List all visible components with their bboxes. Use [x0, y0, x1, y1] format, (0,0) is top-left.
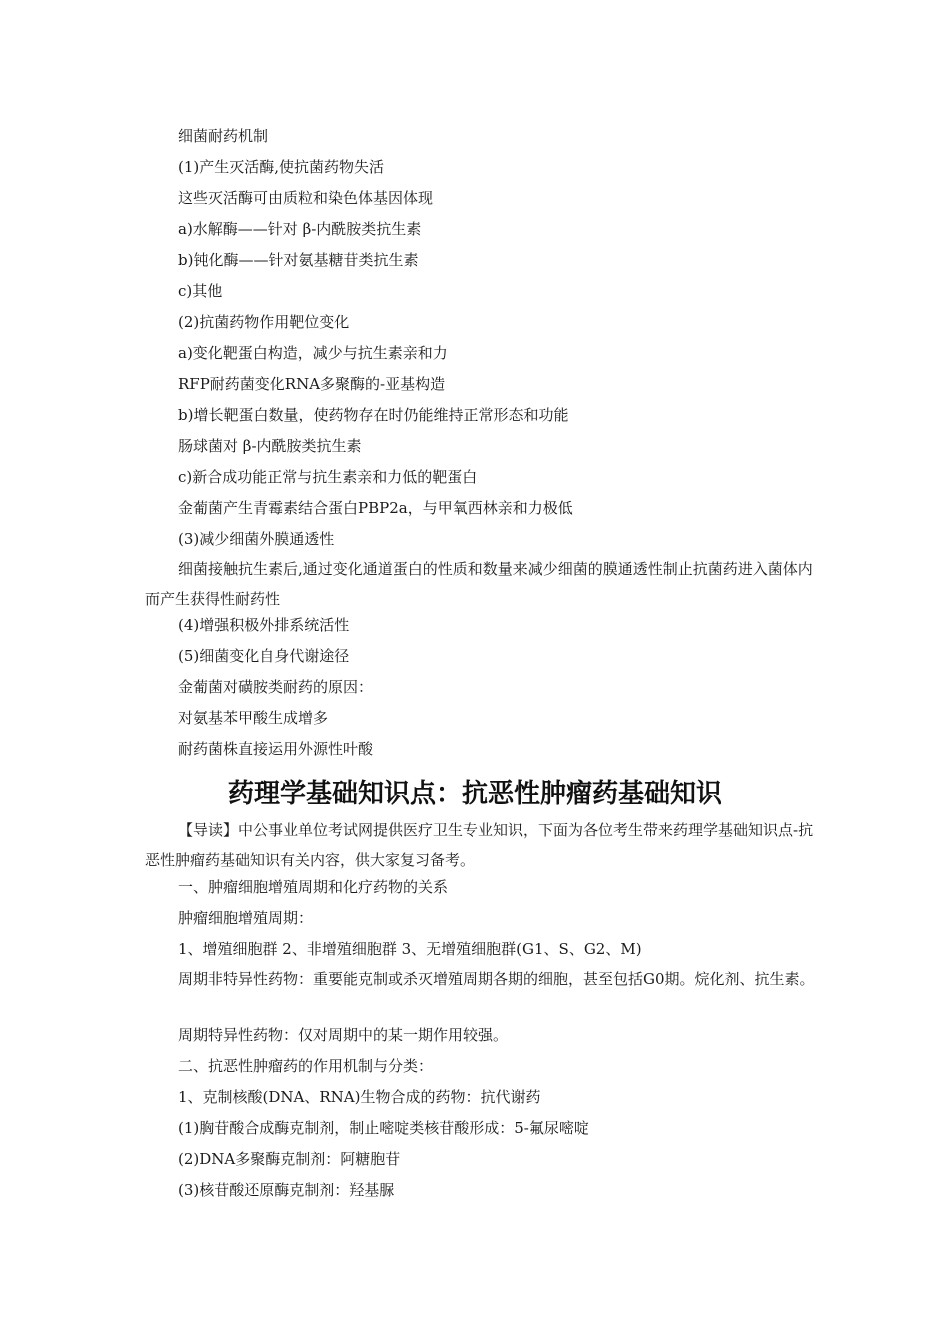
paragraph-wrapped: 细菌接触抗生素后,通过变化通道蛋白的性质和数量来减少细菌的膜通透性制止抗菌药进入菌体内而产生获得性耐药性 [145, 560, 813, 608]
text-line: (3)减少细菌外膜通透性 [178, 530, 335, 548]
text-line: (1)胸苷酸合成酶克制剂，制止嘧啶类核苷酸形成：5-氟尿嘧啶 [178, 1119, 589, 1137]
text-line: 肠球菌对 β-内酰胺类抗生素 [178, 437, 362, 455]
text-line: c)新合成功能正常与抗生素亲和力低的靶蛋白 [178, 468, 478, 486]
text-line: (2)DNA多聚酶克制剂：阿糖胞苷 [178, 1150, 401, 1168]
article-title: 药理学基础知识点：抗恶性肿瘤药基础知识 [227, 779, 722, 809]
text-line: c)其他 [178, 282, 223, 300]
text-line: 周期特异性药物：仅对周期中的某一期作用较强。 [178, 1026, 509, 1044]
text-line: RFP耐药菌变化RNA多聚酶的-亚基构造 [178, 375, 446, 393]
text-line: 金葡菌产生青霉素结合蛋白PBP2a，与甲氧西林亲和力极低 [178, 499, 573, 517]
text-line: 对氨基苯甲酸生成增多 [178, 709, 329, 727]
text-line: (3)核苷酸还原酶克制剂：羟基脲 [178, 1181, 395, 1199]
text-line: b)增长靶蛋白数量，使药物存在时仍能维持正常形态和功能 [178, 406, 569, 424]
text-line: 二、抗恶性肿瘤药的作用机制与分类： [178, 1057, 434, 1075]
text-line: 肿瘤细胞增殖周期： [178, 909, 314, 927]
text-line: 这些灭活酶可由质粒和染色体基因体现 [178, 189, 434, 207]
text-line: 金葡菌对磺胺类耐药的原因： [178, 678, 374, 696]
paragraph-wrapped: 周期非特异性药物：重要能克制或杀灭增殖周期各期的细胞，甚至包括G0期。烷化剂、抗生素。 [178, 970, 815, 988]
section-heading: 细菌耐药机制 [178, 127, 269, 145]
text-line: 1、增殖细胞群 2、非增殖细胞群 3、无增殖细胞群(G1、S、G2、M) [178, 940, 642, 958]
text-line: b)钝化酶——针对氨基糖苷类抗生素 [178, 251, 419, 269]
text-line: 耐药菌株直接运用外源性叶酸 [178, 740, 374, 758]
text-line: (5)细菌变化自身代谢途径 [178, 647, 350, 665]
intro-paragraph: 【导读】中公事业单位考试网提供医疗卫生专业知识，下面为各位考生带来药理学基础知识点-抗恶性肿瘤药基础知识有关内容，供大家复习备考。 [145, 821, 814, 869]
text-line: (1)产生灭活酶,使抗菌药物失活 [178, 158, 385, 176]
text-line: a)水解酶——针对 β-内酰胺类抗生素 [178, 220, 422, 238]
text-line: a)变化靶蛋白构造，减少与抗生素亲和力 [178, 344, 448, 362]
text-line: (2)抗菌药物作用靶位变化 [178, 313, 350, 331]
text-line: 1、克制核酸(DNA、RNA)生物合成的药物：抗代谢药 [178, 1088, 541, 1106]
text-line: (4)增强积极外排系统活性 [178, 616, 350, 634]
text-line: 一、肿瘤细胞增殖周期和化疗药物的关系 [178, 878, 449, 896]
